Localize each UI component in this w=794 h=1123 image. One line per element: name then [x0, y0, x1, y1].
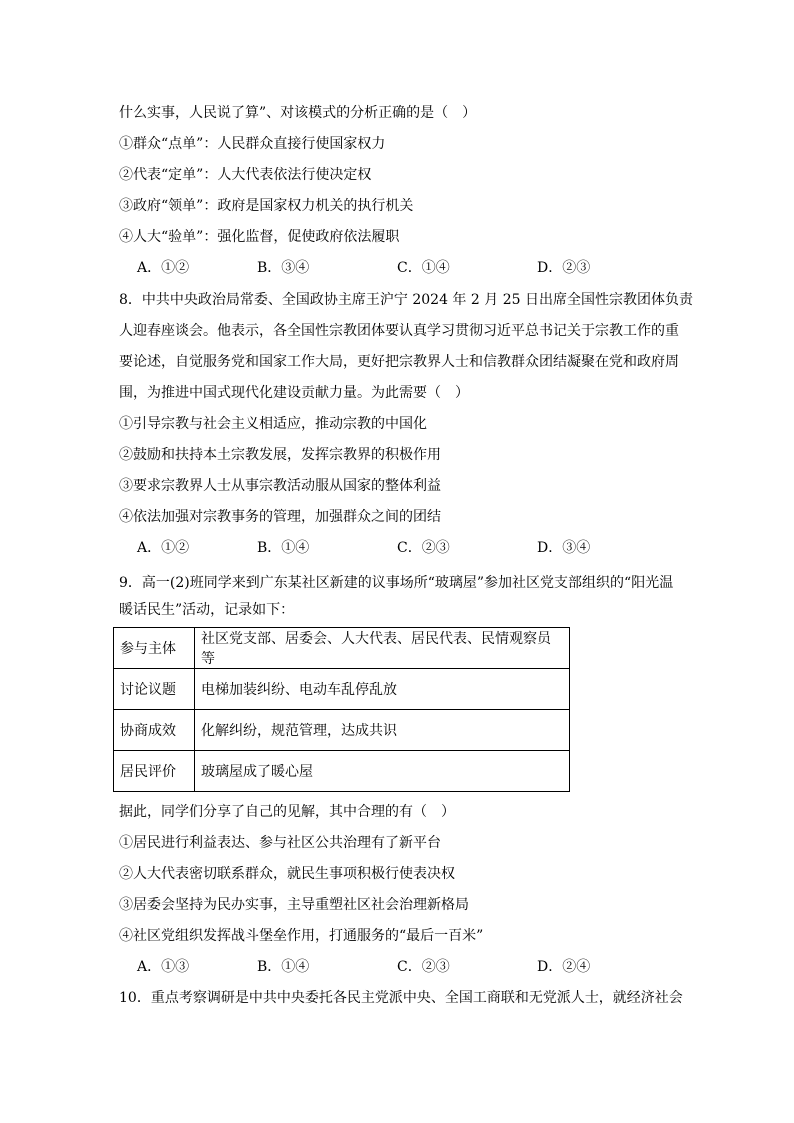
q7-option-c[interactable]: C．①④: [397, 260, 450, 276]
q7-stem: 什么实事，人民说了算”、对该模式的分析正确的是（ ）: [119, 105, 477, 121]
q7-item-1: ①群众“点单”：人民群众直接行使国家权力: [119, 136, 386, 152]
q9-option-c[interactable]: C．②③: [397, 959, 450, 975]
q9-stem-line-1: 9．高一(2)班同学来到广东某社区新建的议事场所“玻璃屋”参加社区党支部组织的“阳光温: [119, 575, 674, 591]
table-cell-label: 协商成效: [114, 710, 195, 751]
q9-after-table: 据此，同学们分享了自己的见解，其中合理的有（ ）: [119, 804, 455, 820]
table-row: [114, 751, 570, 792]
table-cell-value: 化解纠纷，规范管理，达成共识: [195, 710, 570, 751]
q8-option-c[interactable]: C．②③: [397, 540, 450, 556]
q8-item-1: ①引导宗教与社会主义相适应，推动宗教的中国化: [119, 416, 427, 432]
q8-stem-line-4: 围，为推进中国式现代化建设贡献力量。为此需要（ ）: [119, 385, 469, 401]
table-cell-value: 电梯加装纠纷、电动车乱停乱放: [195, 669, 570, 710]
q8-option-a[interactable]: A．①②: [137, 540, 190, 556]
table-row: [114, 669, 570, 710]
q7-item-3: ③政府“领单”：政府是国家权力机关的执行机关: [119, 198, 414, 214]
q9-record-table: [113, 627, 570, 792]
q7-option-d[interactable]: D．②③: [537, 260, 591, 276]
table-cell-value: 社区党支部、居委会、人大代表、居民代表、民情观察员等: [195, 628, 570, 669]
q8-stem-line-1: 8．中共中央政治局常委、全国政协主席王沪宁 2024 年 2 月 25 日出席全国性宗教团体负责: [119, 292, 693, 308]
q7-option-a[interactable]: A．①②: [137, 260, 190, 276]
table-cell-label: 讨论议题: [114, 669, 195, 710]
table-cell-label: 居民评价: [114, 751, 195, 792]
q8-item-4: ④依法加强对宗教事务的管理，加强群众之间的团结: [119, 509, 441, 525]
q8-stem-line-2: 人迎春座谈会。他表示，各全国性宗教团体要认真学习贯彻习近平总书记关于宗教工作的重: [119, 323, 679, 339]
q8-stem-line-3: 要论述，自觉服务党和国家工作大局，更好把宗教界人士和信教群众团结凝聚在党和政府周: [119, 354, 679, 370]
q9-item-1: ①居民进行利益表达、参与社区公共治理有了新平台: [119, 835, 441, 851]
q7-item-4: ④人大“验单”：强化监督，促使政府依法履职: [119, 229, 400, 245]
q7-option-b[interactable]: B．③④: [257, 260, 310, 276]
q8-option-b[interactable]: B．①④: [257, 540, 310, 556]
q9-item-2: ②人大代表密切联系群众，就民生事项积极行使表决权: [119, 866, 455, 882]
q9-option-d[interactable]: D．②④: [537, 959, 591, 975]
q8-item-2: ②鼓励和扶持本土宗教发展，发挥宗教界的积极作用: [119, 447, 441, 463]
q8-item-3: ③要求宗教界人士从事宗教活动服从国家的整体利益: [119, 478, 441, 494]
table-cell-value: 玻璃屋成了暖心屋: [195, 751, 570, 792]
table-row: [114, 710, 570, 751]
table-cell-label: 参与主体: [114, 628, 195, 669]
q7-item-2: ②代表“定单”：人大代表依法行使决定权: [119, 167, 372, 183]
q9-option-a[interactable]: A．①③: [137, 959, 190, 975]
q9-item-3: ③居委会坚持为民办实事，主导重塑社区社会治理新格局: [119, 897, 469, 913]
q10-stem-line-1: 10．重点考察调研是中共中央委托各民主党派中央、全国工商联和无党派人士，就经济社会: [119, 990, 683, 1006]
table-row: [114, 628, 570, 669]
q9-stem-line-2: 暖话民生”活动，记录如下：: [119, 602, 295, 618]
q9-option-b[interactable]: B．①④: [257, 959, 310, 975]
q9-item-4: ④社区党组织发挥战斗堡垒作用，打通服务的“最后一百米”: [119, 928, 484, 944]
q8-option-d[interactable]: D．③④: [537, 540, 591, 556]
